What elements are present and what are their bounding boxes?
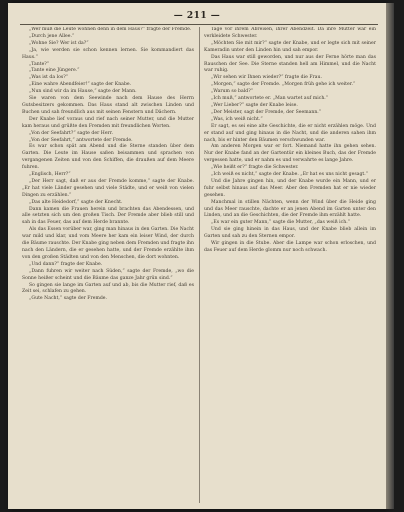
paragraph: „Eine wahre Abendfeier!“ sagte der Knabe. (29, 82, 132, 88)
paragraph: „Das alte Heidedorf,“ sagte der Knecht. (29, 199, 123, 205)
paragraph: „Warum so bald?“ (211, 89, 254, 95)
paragraph: Tage vor ihrem Abreisen, ihrer Abendzeit. Da ihre Mutter war ein verkleidete Schwester. (204, 27, 376, 39)
paragraph: „Durch jene Allee.“ (29, 33, 75, 39)
paragraph: „Englisch, Herr?“ (29, 172, 71, 178)
paragraph: „Von der Seefahrt?“ sagte der Herr. (29, 130, 113, 136)
paragraph: „Morgen,“ sagte der Fremde. „Morgen früh gehe ich weiter.“ (211, 82, 356, 88)
right-column (204, 27, 376, 503)
paragraph: „Es war ein guter Mann,“ sagte die Mutter, „das weiß ich.“ (211, 220, 351, 226)
paragraph: „Tante?“ (29, 61, 50, 67)
paragraph: „Möchten Sie mit mir?“ sagte der Knabe, und er legte sich mit seiner Kameradin unter den Linden hin und sah empor. (204, 40, 376, 53)
paragraph: „Der Meister, sagt der Fremde, der Seemann.“ (211, 109, 322, 115)
paragraph: Manchmal in stillen Nächten, wenn der Wind über die Heide ging und das Meer rauschte, dachte er an jenen Abend im Garten unter den Linden, und an die Geschichten, die der Fremde ihm erzählt hatte. (204, 199, 376, 219)
paragraph: Und sie ging hinein in das Haus, und der Knabe blieb allein im Garten und sah zu den Sternen empor. (204, 227, 376, 240)
paragraph: „Was ist da los?“ (29, 75, 69, 81)
paragraph: Der Knabe lief voraus und rief nach seiner Mutter, und die Mutter kam heraus und grüßte den Fremden mit freundlichen Worten. (22, 116, 194, 129)
paragraph: Wir gingen in die Stube. Aber die Lampe war schon erloschen, und das Feuer auf dem Herde glomm nur noch schwach. (204, 241, 376, 253)
paragraph: So gingen sie lange im Garten auf und ab, bis die Mutter rief, daß es Zeit sei, schlafen zu gehen. (22, 282, 194, 295)
paragraph: „Der Herr sagt, daß er aus der Fremde komme,“ sagte der Knabe. „Er hat viele Länder gesehen und viele Städte, und er weiß von vielen Dingen zu erzählen.“ (22, 178, 194, 198)
paragraph: „Und dann?“ fragte der Knabe. (29, 261, 103, 267)
left-column (22, 27, 194, 503)
paragraph: Und die Jahre gingen hin, und der Knabe wurde ein Mann, und er fuhr selbst hinaus auf das Meer. Aber den Fremden hat er nie wieder gesehen. (204, 178, 376, 198)
paragraph: „Wer muß die Leute wohnen denn in dem Haus?“ fragte der Fremde. (29, 27, 192, 32)
paragraph: „Wie heißt er?“ fragte die Schwester. (211, 165, 299, 171)
paragraph: „Wir sehen wir Ihnen wieder?“ fragte die Frau. (211, 75, 322, 81)
column-divider (199, 27, 200, 503)
paragraph: „Gute Nacht,“ sagte der Fremde. (29, 296, 108, 302)
paragraph: Als das Essen vorüber war, ging man hinaus in den Garten. Die Nacht war mild und klar, und vom Meere her kam ein leiser Wind, der durch die Bäume rauschte. Der Knabe ging neben dem Fremden und fragte ihn nach den Ländern, die er gesehen hatte, und der Fremde erzählte ihm von den großen Städten und von den Menschen, die dort wohnten. (22, 227, 194, 260)
paragraph: Er sagt, es sei eine alte Geschichte, die er nicht erzählen möge. Und er stand auf und ging hinaus in die Nacht, und die anderen sahen ihm nach, bis er hinter den Bäumen verschwunden war. (204, 123, 376, 143)
header-rule (20, 24, 378, 25)
page-header (8, 11, 386, 25)
paragraph: „Wer Lieber?“ sagte der Knabe leise. (211, 102, 298, 108)
paragraph: Am anderen Morgen war er fort. Niemand hatte ihn gehen sehen. Nur der Knabe fand an der Gartentür ein kleines Buch, das der Fremde vergessen hatte, und er nahm es und verwahrte es lange Jahre. (204, 144, 376, 164)
book-page (8, 3, 386, 509)
paragraph: Das Haus war still geworden, und nur aus der Ferne hörte man das Rauschen der See. Die Sterne standen hell am Himmel, und die Nacht war ruhig. (204, 54, 376, 74)
paragraph: Es war schon spät am Abend und die Sterne standen über dem Garten. Die Leute im Hause saßen beisammen und sprachen von vergangenen Zeiten und von den Schiffen, die draußen auf dem Meere fuhren. (22, 144, 194, 171)
paragraph: „Was, ich weiß nicht.“ (211, 116, 263, 122)
paragraph: Dann kamen die Frauen herein und brachten das Abendessen, und alle setzten sich um den großen Tisch. Der Fremde aber blieb still und sah in das Feuer, das auf dem Herde brannte. (22, 206, 194, 226)
paragraph: „Tante eine Jüngere.“ (29, 68, 80, 74)
paragraph: „Dann fuhren wir weiter nach Süden,“ sagte der Fremde, „wo die Sonne heißer scheint und die Bäume das ganze Jahr grün sind.“ (22, 268, 194, 281)
paragraph: „Ich muß,“ antwortete er. „Man wartet auf mich.“ (211, 96, 329, 102)
paragraph: „Nun sind wir da im Hause,“ sagte der Mann. (29, 89, 137, 95)
paragraph: „Wohne Sie? Wer ist da?“ (29, 40, 89, 46)
paragraph: „Ja, wie werden sie schon kennen lernen. Sie kommandiert das Haus.“ (22, 47, 194, 60)
paragraph: „Von der Seefahrt,“ antwortete der Fremde. (29, 137, 133, 143)
paragraph: Sie waren von dem Seewinde nach dem Hause des Herrn Gutsbesitzers gekommen. Das Haus stand alt zwischen Linden und Buchen und sah freundlich aus mit seinen Fenstern und Dächern. (22, 96, 194, 115)
page-number: — 211 — (173, 11, 221, 21)
paragraph: „Ich weiß es nicht,“ sagte der Knabe. „Er hat es uns nicht gesagt.“ (211, 172, 369, 178)
